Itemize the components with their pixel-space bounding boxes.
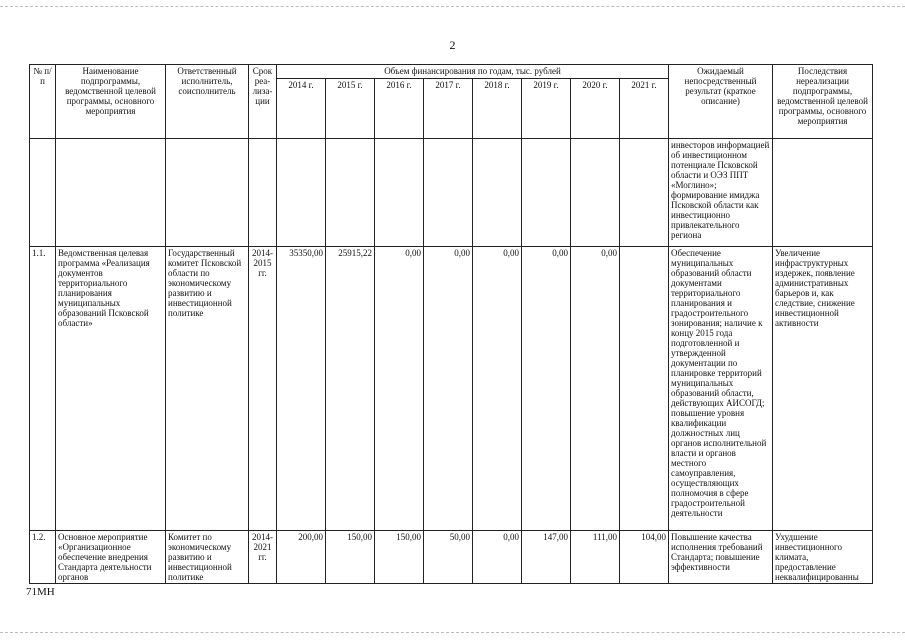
row-term: 2014-2015 гг.	[249, 247, 277, 531]
header-year-2015: 2015 г.	[326, 79, 375, 139]
header-year-2018: 2018 г.	[473, 79, 522, 139]
table-row-continuation	[30, 139, 873, 247]
header-num: № п/п	[30, 65, 56, 139]
row-name: Основное мероприятие «Организационное обеспечение внедрения Стандарта деятельности органов	[56, 531, 166, 584]
row-value-2018: 0,00	[473, 247, 522, 531]
row-responsible: Государственный комитет Псковской области по экономическому развитию и инвестиционной политике	[166, 247, 249, 531]
header-year-2019: 2019 г.	[522, 79, 571, 139]
row-name: Ведомственная целевая программа «Реализация документов территориального планирования муниципальных образований Псковской области»	[56, 247, 166, 531]
table-row	[30, 247, 873, 531]
row-value-2017: 0,00	[424, 247, 473, 531]
row-num: 1.1.	[30, 247, 56, 531]
row-value-2014: 35350,00	[277, 247, 326, 531]
row-expected: Обеспечение муниципальных образований области документами территориального планирования и градостроительного зонирования; наличие к концу 2015 года подготовленной и утвержденной документации по планировке территорий муниципальных образований области, действующих АИСОГД; повышение уровня квалификации должностных лиц органов исполнительной власти и органов местного самоуправления, осуществляющих полномочия в сфере градостроительной деятельности	[669, 247, 773, 531]
header-name: Наименование подпрограммы, ведомственной целевой программы, основного мероприятия	[56, 65, 166, 139]
row-value-2017: 50,00	[424, 531, 473, 584]
page-number: 2	[449, 38, 456, 52]
header-year-2016: 2016 г.	[375, 79, 424, 139]
row-value-2019: 147,00	[522, 531, 571, 584]
row-value-2021	[620, 247, 669, 531]
footer-code: 71МН	[26, 586, 55, 598]
table-row	[30, 531, 873, 584]
scan-edge-top	[0, 6, 905, 7]
row-value-2018: 0,00	[473, 531, 522, 584]
row-value-2014: 200,00	[277, 531, 326, 584]
header-term: Срок реа-лиза-ции	[249, 65, 277, 139]
scan-edge-bottom	[0, 632, 905, 633]
header-year-2021: 2021 г.	[620, 79, 669, 139]
row-value-2020: 0,00	[571, 247, 620, 531]
header-responsible: Ответственный исполнитель, соисполнитель	[166, 65, 249, 139]
program-table	[29, 64, 873, 584]
row-value-2016: 0,00	[375, 247, 424, 531]
row-expected: Повышение качества исполнения требований Стандарта; повышение эффективности	[669, 531, 773, 584]
header-consequences: Последствия нереализации подпрограммы, ведомственной целевой программы, основного мероприятия	[773, 65, 873, 139]
row-consequences: Увеличение инфраструктурных издержек, появление административных барьеров и, как следствие, снижение инвестиционной активности	[773, 247, 873, 531]
header-year-2017: 2017 г.	[424, 79, 473, 139]
row-value-2021: 104,00	[620, 531, 669, 584]
row-term: 2014-2021 гг.	[249, 531, 277, 584]
row-consequences: Ухудшение инвестиционного климата, предоставление неквалифицированны	[773, 531, 873, 584]
row-responsible: Комитет по экономическому развитию и инвестиционной политике	[166, 531, 249, 584]
continuation-expected: инвесторов информацией об инвестиционном потенциале Псковской области и ОЭЗ ППТ «Моглино»; формирование имиджа Псковской области как инвестиционно привлекательного региона	[669, 139, 773, 247]
row-value-2016: 150,00	[375, 531, 424, 584]
row-num: 1.2.	[30, 531, 56, 584]
header-funding: Объем финансирования по годам, тыс. рублей	[277, 65, 669, 79]
row-value-2015: 25915,22	[326, 247, 375, 531]
header-expected: Ожидаемый непосредственный результат (краткое описание)	[669, 65, 773, 139]
row-value-2015: 150,00	[326, 531, 375, 584]
row-value-2020: 111,00	[571, 531, 620, 584]
header-year-2014: 2014 г.	[277, 79, 326, 139]
row-value-2019: 0,00	[522, 247, 571, 531]
header-year-2020: 2020 г.	[571, 79, 620, 139]
